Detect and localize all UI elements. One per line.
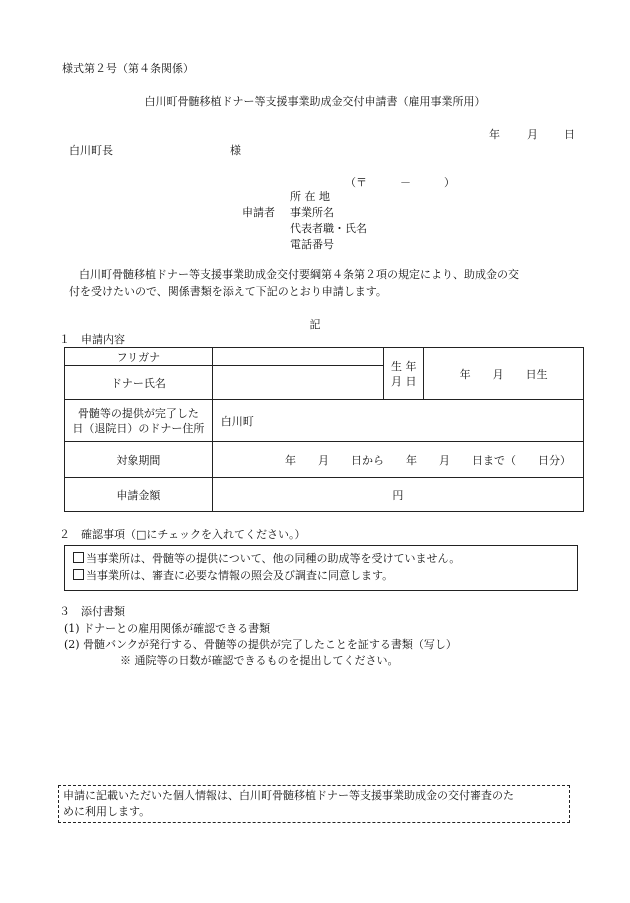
confirmation-item-text: 当事業所は、審査に必要な情報の照会及び調査に同意します。 <box>86 569 394 582</box>
furigana-value[interactable] <box>212 348 384 366</box>
applicant-label: 申請者 <box>242 206 275 219</box>
donor-address-value[interactable]: 白川町 <box>212 400 583 442</box>
donor-address-label-line2: 日（退院日）のドナー住所 <box>72 421 205 435</box>
checkbox[interactable] <box>73 552 84 563</box>
period-value[interactable]: 年 月 日から 年 月 日まで（ 日分） <box>212 442 583 478</box>
attachment-item: (2) 骨髄バンクが発行する、骨髄等の提供が完了したことを証する書類（写し） <box>64 638 457 651</box>
application-table <box>64 347 584 512</box>
donor-address-label-line1: 骨髄等の提供が完了した <box>77 406 199 420</box>
amount-value[interactable]: 円 <box>212 478 583 512</box>
body-text-line1: 白川町骨髄移植ドナー等支援事業助成金交付要綱第４条第２項の規定により、助成金の交 <box>79 268 519 281</box>
applicant-field-phone: 電話番号 <box>290 238 334 251</box>
donor-name-label: ドナー氏名 <box>65 366 213 400</box>
form-number: 様式第２号（第４条関係） <box>62 62 194 75</box>
attachment-note: ※ 通院等の日数が確認できるものを提出してください。 <box>120 654 399 667</box>
privacy-notice-line2: めに利用します。 <box>63 805 151 818</box>
confirmation-item[interactable] <box>73 552 460 566</box>
privacy-notice <box>58 785 570 823</box>
body-text-line2: 付を受けたいので、関係書類を添えて下記のとおり申請します。 <box>69 285 387 298</box>
ki-mark: 記 <box>309 318 321 331</box>
date-day: 日 <box>564 128 575 141</box>
addressee-name: 白川町長 <box>69 144 113 157</box>
period-label: 対象期間 <box>65 442 213 478</box>
postal-code: （〒 － ） <box>345 176 455 189</box>
birth-label-line2: 月 日 <box>391 374 417 388</box>
applicant-field-address: 所 在 地 <box>290 190 330 203</box>
confirmation-item-text: 当事業所は、骨髄等の提供について、他の同種の助成等を受けていません。 <box>86 552 461 565</box>
furigana-label: フリガナ <box>65 348 213 366</box>
section1-heading: １ 申請内容 <box>59 333 125 346</box>
applicant-field-company: 事業所名 <box>290 206 334 219</box>
attachment-item: (1) ドナーとの雇用関係が確認できる書類 <box>64 622 271 635</box>
date-year: 年 <box>489 128 500 141</box>
section3-heading: ３ 添付書類 <box>59 605 125 618</box>
section2-heading: ２ 確認事項（□にチェックを入れてください。） <box>59 528 306 541</box>
date-month: 月 <box>527 128 538 141</box>
privacy-notice-line1: 申請に記載いただいた個人情報は、白川町骨髄移植ドナー等支援事業助成金の交付審査のた <box>63 789 514 802</box>
applicant-field-representative: 代表者職・氏名 <box>290 222 367 235</box>
page-title: 白川町骨髄移植ドナー等支援事業助成金交付申請書（雇用事業所用） <box>144 95 486 108</box>
donor-address-label <box>65 400 213 442</box>
checkbox[interactable] <box>73 569 84 580</box>
amount-label: 申請金額 <box>65 478 213 512</box>
birth-label-line1: 生 年 <box>391 359 417 373</box>
birth-value[interactable]: 年 月 日生 <box>424 348 584 400</box>
birth-label <box>384 348 424 400</box>
confirmation-item[interactable] <box>73 569 393 583</box>
confirmation-box <box>64 545 578 591</box>
addressee-honorific: 様 <box>230 144 241 157</box>
donor-name-value[interactable] <box>212 366 384 400</box>
